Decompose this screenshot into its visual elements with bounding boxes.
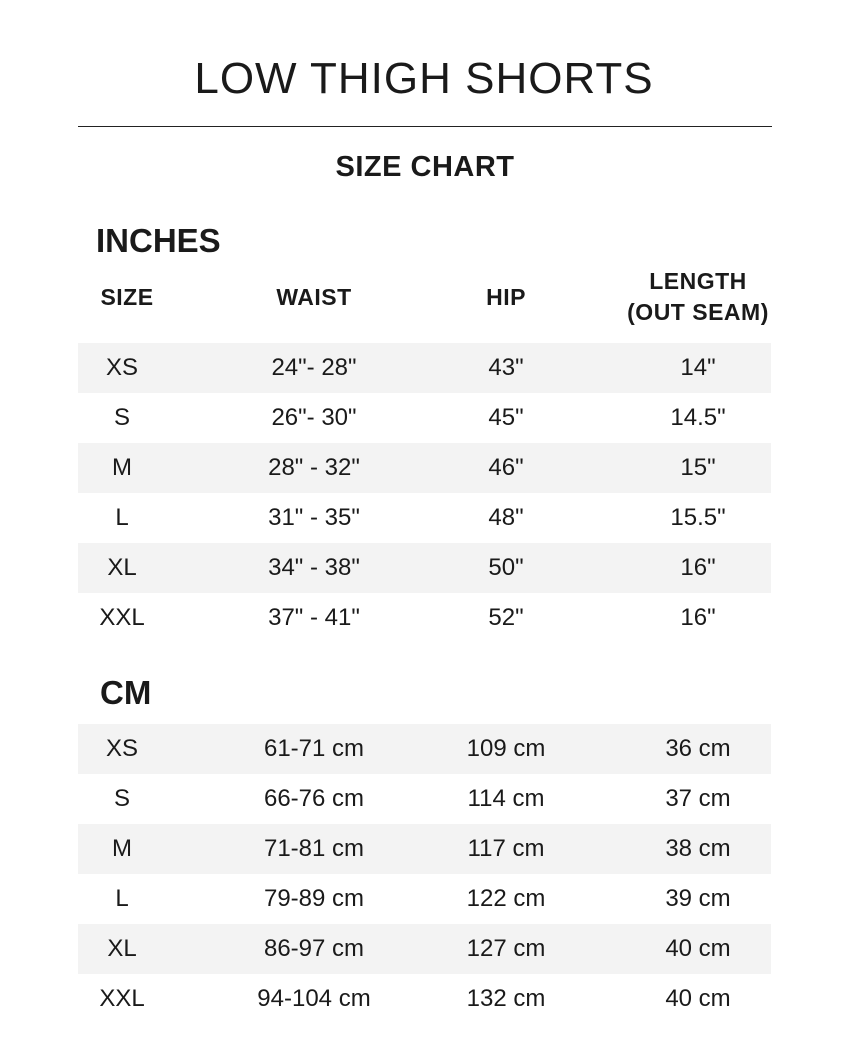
hip-cell: 50": [488, 554, 524, 581]
waist-cell: 34" - 38": [268, 554, 360, 581]
waist-cell: 94-104 cm: [257, 985, 371, 1012]
waist-cell: 86-97 cm: [263, 935, 365, 962]
waist-cell: 24"- 28": [271, 354, 357, 381]
size-cell: XL: [107, 935, 137, 962]
length-cell: 39 cm: [665, 885, 731, 912]
size-cell: M: [112, 835, 132, 862]
cm-table: [78, 724, 771, 1024]
size-cell: XXL: [99, 985, 145, 1012]
hip-cell: 117 cm: [467, 835, 545, 862]
title-divider: [78, 126, 772, 127]
table-row: [78, 493, 771, 543]
length-cell: 14": [680, 354, 716, 381]
size-cell: M: [112, 454, 132, 481]
size-cell: XL: [107, 554, 137, 581]
table-row: [78, 343, 771, 393]
length-cell: 15": [680, 454, 716, 481]
column-header-length: LENGTH (OUT SEAM): [627, 268, 769, 325]
hip-cell: 127 cm: [466, 935, 546, 962]
length-cell: 40 cm: [665, 985, 731, 1012]
table-row: [78, 924, 771, 974]
size-cell: XXL: [99, 604, 145, 631]
size-chart-subtitle: SIZE CHART: [335, 151, 515, 183]
inches-table: [78, 343, 771, 643]
size-cell: S: [113, 404, 130, 431]
hip-cell: 45": [488, 404, 524, 431]
waist-cell: 28" - 32": [268, 454, 360, 481]
waist-cell: 71-81 cm: [263, 835, 365, 862]
table-row: [78, 874, 771, 924]
hip-cell: 122 cm: [466, 885, 546, 912]
waist-cell: 66-76 cm: [263, 785, 365, 812]
column-header-waist: WAIST: [276, 283, 352, 310]
table-row: [78, 393, 771, 443]
table-row: [78, 974, 771, 1024]
size-cell: XS: [105, 735, 138, 762]
table-row: [78, 593, 771, 643]
length-cell: 40 cm: [665, 935, 731, 962]
table-row: [78, 724, 771, 774]
column-header-size: SIZE: [100, 283, 154, 310]
length-cell: 16": [680, 554, 716, 581]
size-cell: L: [115, 504, 129, 531]
size-cell: XS: [105, 354, 138, 381]
column-header-hip: HIP: [486, 283, 526, 310]
length-cell: 14.5": [670, 404, 726, 431]
hip-cell: 43": [488, 354, 524, 381]
waist-cell: 37" - 41": [268, 604, 360, 631]
length-cell: 36 cm: [665, 735, 731, 762]
waist-cell: 79-89 cm: [263, 885, 365, 912]
size-cell: S: [113, 785, 130, 812]
waist-cell: 31" - 35": [268, 504, 360, 531]
length-cell: 38 cm: [665, 835, 731, 862]
table-row: [78, 543, 771, 593]
hip-cell: 132 cm: [466, 985, 546, 1012]
table-row: [78, 443, 771, 493]
hip-cell: 109 cm: [466, 735, 546, 762]
size-cell: L: [115, 885, 129, 912]
waist-cell: 26"- 30": [271, 404, 357, 431]
length-cell: 15.5": [670, 504, 726, 531]
inches-heading: INCHES: [96, 222, 221, 259]
length-cell: 16": [680, 604, 716, 631]
table-row: [78, 824, 771, 874]
length-cell: 37 cm: [665, 785, 731, 812]
table-row: [78, 774, 771, 824]
page-title: LOW THIGH SHORTS: [194, 54, 654, 103]
hip-cell: 46": [488, 454, 524, 481]
cm-heading: CM: [100, 674, 152, 711]
hip-cell: 48": [488, 504, 524, 531]
hip-cell: 114 cm: [467, 785, 545, 812]
waist-cell: 61-71 cm: [263, 735, 365, 762]
hip-cell: 52": [488, 604, 524, 631]
